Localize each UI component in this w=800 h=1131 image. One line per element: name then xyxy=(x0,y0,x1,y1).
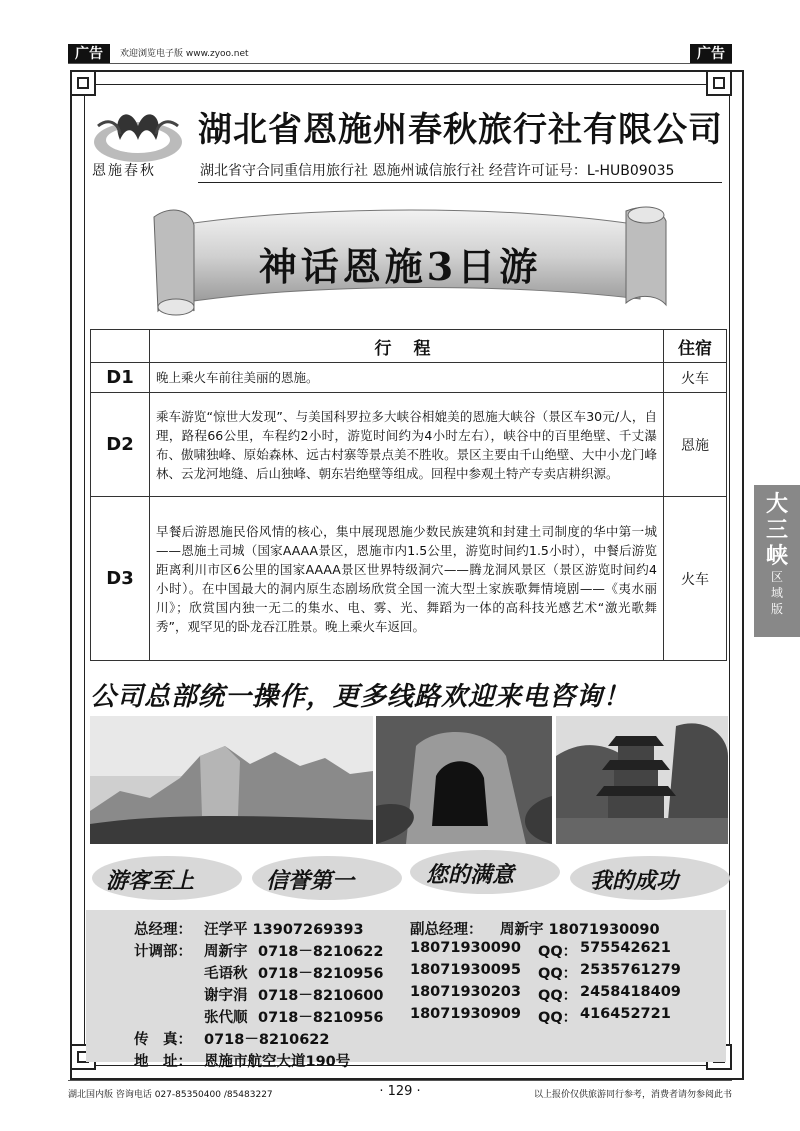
staff-tel[interactable]: 0718－8210956 xyxy=(258,966,384,982)
day-description: 乘车游览“惊世大发现”、与美国科罗拉多大峡谷相媲美的恩施大峡谷（景区车30元/人，自理，路程66公里，车程约2小时，游览时间约为4小时左右），峡谷中的百里绝壁、千丈瀑布、傲啸独峰、原始森林、远古村寨等景点美不胜收。景区主要由千山绝壁、大中小龙门峰林、云龙河地缝、后山独峰、朝东岩绝壁等组成。回程中参观土特产专卖店耕织源。 xyxy=(150,393,664,497)
staff-mobile[interactable]: 18071930909 xyxy=(410,1006,521,1022)
frame-corner-ornament xyxy=(70,70,96,96)
day-description: 早餐后游恩施民俗风情的核心，集中展现恩施少数民族建筑和封建土司制度的华中第一城——恩施土司城（国家AAAA景区，恩施市内1.5公里，游览时间约1.5小时），中餐后游览距离利川市区6公里的国家AAAA景区世界特级洞穴——腾龙洞风景区（景区游览时间约4小时）。在中国最大的洞内原生态剧场欣赏全国一流大型土家族歌舞情境剧——《夷水丽川》；欣赏国内独一无二的集水、电、雾、光、舞蹈为一体的高科技光感艺术“激光歌舞秀”，观罕见的卧龙吞江胜景。晚上乘火车返回。 xyxy=(150,497,664,661)
staff-mobile[interactable]: 18071930090 xyxy=(410,940,521,956)
subtitle-divider xyxy=(198,182,722,183)
staff-name: 张代顺 xyxy=(204,1010,248,1026)
fax-value[interactable]: 0718－8210622 xyxy=(204,1032,330,1048)
qq-label: QQ： xyxy=(538,1010,578,1026)
logo-text: 恩施春秋 xyxy=(92,163,156,179)
company-subtitle: 湖北省守合同重信用旅行社 恩施州诚信旅行社 经营许可证号：L-HUB09035 xyxy=(200,163,675,179)
pagoda-photo xyxy=(556,716,728,844)
qq-label: QQ： xyxy=(538,988,578,1004)
dept-label: 计调部： xyxy=(134,944,192,960)
staff-mobile[interactable]: 18071930095 xyxy=(410,962,521,978)
ad-tag-left: 广告 xyxy=(68,44,110,64)
company-name: 湖北省恩施州春秋旅行社有限公司 xyxy=(198,110,723,150)
table-row xyxy=(91,393,727,497)
footer-disclaimer: 以上报价仅供旅游同行参考，消费者请勿参阅此书 xyxy=(533,1090,732,1100)
staff-name: 谢宇涓 xyxy=(204,988,248,1004)
side-tab-subtitle: 区域版 xyxy=(770,570,783,616)
stay-cell: 火车 xyxy=(664,497,727,661)
table-header-blank xyxy=(91,330,150,363)
ad-tag-right: 广告 xyxy=(690,44,732,64)
site-url[interactable]: 欢迎浏览电子版 www.zyoo.net xyxy=(120,49,249,59)
page-number: · 129 · xyxy=(379,1084,421,1099)
col-route: 行 程 xyxy=(150,330,664,363)
region-side-tab[interactable] xyxy=(754,485,800,637)
dgm-label: 副总经理： xyxy=(410,922,483,938)
address-value: 恩施市航空大道190号 xyxy=(204,1054,351,1070)
dgm-value[interactable]: 周新宇 18071930090 xyxy=(500,922,660,938)
col-stay: 住宿 xyxy=(664,330,727,363)
top-divider xyxy=(68,63,732,64)
motto-text: 您的满意 xyxy=(426,863,515,888)
staff-name: 周新宇 xyxy=(204,944,248,960)
frame-corner-ornament xyxy=(706,70,732,96)
footer-edition: 湖北国内版 咨询电话 027-85350400 /85483227 xyxy=(68,1090,273,1100)
day-description: 晚上乘火车前往美丽的恩施。 xyxy=(150,363,664,393)
staff-name: 毛语秋 xyxy=(204,966,248,982)
itinerary-table xyxy=(90,329,727,661)
day-label: D1 xyxy=(91,363,150,393)
bottom-divider xyxy=(68,1080,732,1081)
staff-qq[interactable]: 2535761279 xyxy=(580,962,681,978)
staff-qq[interactable]: 2458418409 xyxy=(580,984,681,1000)
staff-mobile[interactable]: 18071930203 xyxy=(410,984,521,1000)
motto-text: 信誉第一 xyxy=(266,869,355,894)
staff-qq[interactable]: 416452721 xyxy=(580,1006,671,1022)
stay-cell: 恩施 xyxy=(664,393,727,497)
address-label: 地 址： xyxy=(134,1054,192,1070)
table-row xyxy=(91,497,727,661)
motto-text: 我的成功 xyxy=(590,869,679,894)
cliff-photo xyxy=(90,716,373,844)
staff-tel[interactable]: 0718－8210956 xyxy=(258,1010,384,1026)
staff-tel[interactable]: 0718－8210622 xyxy=(258,944,384,960)
staff-qq[interactable]: 575542621 xyxy=(580,940,671,956)
slogan-text: 公司总部统一操作，更多线路欢迎来电咨询！ xyxy=(90,682,631,712)
table-row xyxy=(91,363,727,393)
fax-label: 传 真： xyxy=(134,1032,192,1048)
gm-value[interactable]: 汪学平 13907269393 xyxy=(204,922,364,938)
day-label: D2 xyxy=(91,393,150,497)
cave-photo xyxy=(376,716,552,844)
table-header-row xyxy=(91,330,727,363)
qq-label: QQ： xyxy=(538,966,578,982)
gm-label: 总经理： xyxy=(134,922,192,938)
qq-label: QQ： xyxy=(538,944,578,960)
staff-tel[interactable]: 0718－8210600 xyxy=(258,988,384,1004)
motto-text: 游客至上 xyxy=(106,869,195,894)
day-label: D3 xyxy=(91,497,150,661)
stay-cell: 火车 xyxy=(664,363,727,393)
side-tab-title: 大三峡 xyxy=(765,491,788,569)
tour-title: 神话恩施3日游 xyxy=(258,244,542,289)
